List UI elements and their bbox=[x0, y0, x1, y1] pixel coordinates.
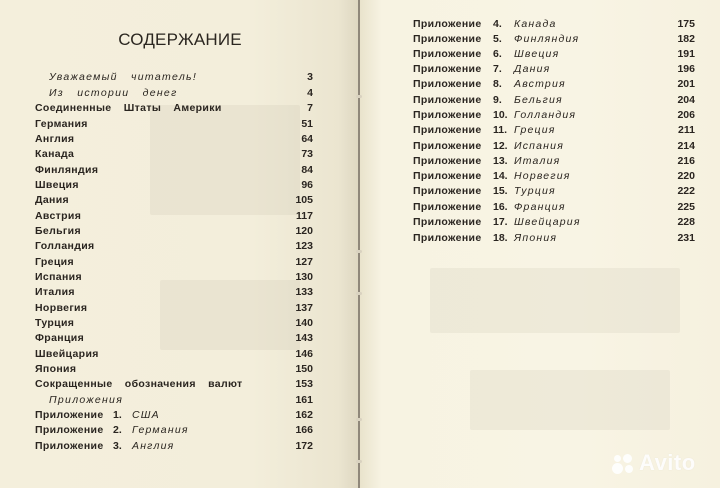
toc-entry bbox=[35, 224, 315, 239]
appendix-number: 10. bbox=[493, 109, 508, 121]
toc-entry-page: 231 bbox=[677, 232, 695, 244]
appendix-prefix: Приложение bbox=[413, 109, 482, 121]
toc-entry-label: Италия bbox=[35, 286, 75, 298]
appendix-name: США bbox=[132, 409, 160, 421]
appendix-name: Япония bbox=[514, 232, 558, 244]
toc-entry bbox=[35, 362, 315, 377]
toc-entry-page: 161 bbox=[295, 394, 313, 406]
toc-appendix-entry bbox=[413, 169, 697, 184]
toc-appendix-entry bbox=[413, 108, 697, 123]
toc-entry-label: Бельгия bbox=[35, 225, 81, 237]
appendix-number: 14. bbox=[493, 170, 508, 182]
appendix-number: 13. bbox=[493, 155, 508, 167]
toc-entry-page: 191 bbox=[677, 48, 695, 60]
toc-entry-page: 150 bbox=[295, 363, 313, 375]
toc-entry-page: 130 bbox=[295, 271, 313, 283]
toc-entry-page: 166 bbox=[295, 424, 313, 436]
toc-entry-page: 146 bbox=[295, 348, 313, 360]
toc-entry bbox=[35, 301, 315, 316]
appendix-number: 8. bbox=[493, 78, 502, 90]
toc-appendix-entry bbox=[413, 32, 697, 47]
toc-entry-page: 133 bbox=[295, 286, 313, 298]
toc-entry bbox=[35, 316, 315, 331]
toc-entry bbox=[35, 117, 315, 132]
toc-entry bbox=[35, 193, 315, 208]
toc-entry-label: Швеция bbox=[35, 179, 79, 191]
toc-appendix-entry bbox=[413, 93, 697, 108]
appendix-prefix: Приложение bbox=[413, 78, 482, 90]
appendix-name: Испания bbox=[514, 140, 565, 152]
toc-appendix-entry bbox=[35, 423, 315, 438]
appendix-prefix: Приложение bbox=[413, 170, 482, 182]
appendix-number: 15. bbox=[493, 185, 508, 197]
toc-entry-page: 211 bbox=[678, 124, 695, 136]
toc-entry-page: 162 bbox=[295, 409, 313, 421]
appendix-name: Франция bbox=[514, 201, 566, 213]
toc-entry bbox=[35, 163, 315, 178]
appendix-prefix: Приложение bbox=[413, 232, 482, 244]
toc-entry bbox=[35, 101, 315, 116]
appendix-name: Италия bbox=[514, 155, 561, 167]
toc-entry bbox=[35, 86, 315, 101]
toc-entry-page: 140 bbox=[295, 317, 313, 329]
toc-entry-page: 172 bbox=[295, 440, 313, 452]
bleed-through-text bbox=[470, 370, 670, 430]
toc-entry-label: Голландия bbox=[35, 240, 95, 252]
toc-entry bbox=[35, 270, 315, 285]
toc-entry-page: 96 bbox=[301, 179, 313, 191]
toc-appendix-entry bbox=[413, 184, 697, 199]
toc-appendix-entry bbox=[413, 200, 697, 215]
appendix-number: 5. bbox=[493, 33, 502, 45]
appendix-name: Австрия bbox=[514, 78, 566, 90]
appendix-number: 11. bbox=[493, 124, 508, 136]
avito-dots-icon bbox=[612, 452, 636, 474]
toc-entry-page: 228 bbox=[677, 216, 695, 228]
toc-entry-page: 7 bbox=[307, 102, 313, 114]
toc-entry bbox=[35, 132, 315, 147]
appendix-name: Дания bbox=[514, 63, 551, 75]
toc-entry-page: 216 bbox=[677, 155, 695, 167]
appendix-number: 16. bbox=[493, 201, 508, 213]
toc-entry bbox=[35, 178, 315, 193]
toc-entry-label: Норвегия bbox=[35, 302, 88, 314]
toc-entry-page: 206 bbox=[677, 109, 695, 121]
toc-entry-page: 220 bbox=[677, 170, 695, 182]
toc-entry-label: Греция bbox=[35, 256, 74, 268]
appendix-prefix: Приложение bbox=[413, 18, 482, 30]
toc-entry-page: 73 bbox=[301, 148, 313, 160]
toc-entry-label: Дания bbox=[35, 194, 69, 206]
toc-entry bbox=[35, 331, 315, 346]
appendix-prefix: Приложение bbox=[35, 409, 104, 421]
appendix-number: 7. bbox=[493, 63, 502, 75]
toc-entry-label: Финляндия bbox=[35, 164, 99, 176]
appendix-prefix: Приложение bbox=[413, 33, 482, 45]
appendix-prefix: Приложение bbox=[35, 440, 104, 452]
appendix-prefix: Приложение bbox=[413, 155, 482, 167]
toc-entry-page: 64 bbox=[301, 133, 313, 145]
appendix-prefix: Приложение bbox=[413, 216, 482, 228]
toc-entry-page: 204 bbox=[677, 94, 695, 106]
binding-stitch bbox=[356, 292, 362, 295]
toc-entry bbox=[35, 70, 315, 85]
toc-appendix-entry bbox=[413, 62, 697, 77]
toc-entry-page: 123 bbox=[295, 240, 313, 252]
avito-watermark bbox=[612, 448, 696, 478]
toc-appendix-entry bbox=[413, 47, 697, 62]
toc-entry bbox=[35, 377, 315, 392]
appendix-prefix: Приложение bbox=[413, 140, 482, 152]
toc-appendix-entry bbox=[35, 439, 315, 454]
appendix-name: Греция bbox=[514, 124, 556, 136]
toc-entry bbox=[35, 209, 315, 224]
appendix-number: 6. bbox=[493, 48, 502, 60]
appendix-name: Турция bbox=[514, 185, 556, 197]
toc-entry-label: Канада bbox=[35, 148, 75, 160]
book-spine bbox=[358, 0, 360, 488]
appendix-name: Бельгия bbox=[514, 94, 563, 106]
toc-entry-page: 51 bbox=[301, 118, 313, 130]
toc-entry bbox=[35, 347, 315, 362]
toc-appendix-entry bbox=[413, 231, 697, 246]
bleed-through-text bbox=[430, 268, 680, 333]
toc-appendix-entry bbox=[413, 123, 697, 138]
appendix-name: Германия bbox=[132, 424, 189, 436]
appendix-prefix: Приложение bbox=[413, 63, 482, 75]
toc-entry-page: 143 bbox=[295, 332, 313, 344]
toc-entry-page: 127 bbox=[295, 256, 313, 268]
appendix-number: 3. bbox=[113, 440, 122, 452]
toc-appendix-entry bbox=[413, 139, 697, 154]
toc-appendix-entry bbox=[413, 154, 697, 169]
toc-entry-label: Австрия bbox=[35, 210, 82, 222]
toc-entry-label: Приложения bbox=[49, 394, 124, 406]
appendix-name: Швеция bbox=[514, 48, 560, 60]
toc-entry-label: Из истории денег bbox=[49, 87, 178, 99]
toc-appendix-entry bbox=[413, 77, 697, 92]
toc-entry bbox=[35, 147, 315, 162]
toc-entry-page: 137 bbox=[295, 302, 313, 314]
appendix-name: Голландия bbox=[514, 109, 577, 121]
toc-entry-label: Швейцария bbox=[35, 348, 99, 360]
binding-stitch bbox=[356, 95, 362, 98]
toc-entry-label: Испания bbox=[35, 271, 82, 283]
toc-entry-page: 222 bbox=[677, 185, 695, 197]
toc-entry-page: 196 bbox=[677, 63, 695, 75]
toc-entry-label: Уважаемый читатель! bbox=[49, 71, 198, 83]
binding-stitch bbox=[356, 418, 362, 421]
toc-entry-page: 105 bbox=[295, 194, 313, 206]
appendix-name: Швейцария bbox=[514, 216, 581, 228]
toc-entry-page: 201 bbox=[677, 78, 695, 90]
toc-entry-page: 120 bbox=[295, 225, 313, 237]
toc-entry bbox=[35, 255, 315, 270]
appendix-number: 12. bbox=[493, 140, 508, 152]
binding-stitch bbox=[356, 250, 362, 253]
toc-entry-label: Германия bbox=[35, 118, 88, 130]
appendix-prefix: Приложение bbox=[413, 124, 482, 136]
toc-entry-page: 117 bbox=[296, 210, 313, 222]
appendix-name: Англия bbox=[132, 440, 175, 452]
toc-appendix-entry bbox=[35, 408, 315, 423]
toc-entry bbox=[35, 239, 315, 254]
toc-entry-label: Англия bbox=[35, 133, 75, 145]
appendix-name: Канада bbox=[514, 18, 557, 30]
toc-entry-page: 182 bbox=[677, 33, 695, 45]
toc-entry-page: 175 bbox=[677, 18, 695, 30]
toc-entry-label: Франция bbox=[35, 332, 85, 344]
toc-entry-label: Турция bbox=[35, 317, 75, 329]
toc-entry-page: 214 bbox=[677, 140, 695, 152]
binding-stitch bbox=[356, 460, 362, 463]
appendix-name: Норвегия bbox=[514, 170, 571, 182]
toc-entry bbox=[35, 285, 315, 300]
toc-entry-page: 4 bbox=[307, 87, 313, 99]
appendix-prefix: Приложение bbox=[413, 201, 482, 213]
toc-entry-page: 3 bbox=[307, 71, 313, 83]
appendix-name: Финляндия bbox=[514, 33, 580, 45]
appendix-number: 18. bbox=[493, 232, 508, 244]
toc-appendix-entry bbox=[413, 215, 697, 230]
appendix-prefix: Приложение bbox=[35, 424, 104, 436]
appendix-number: 1. bbox=[113, 409, 122, 421]
toc-entry-label: Япония bbox=[35, 363, 77, 375]
page-title: СОДЕРЖАНИЕ bbox=[118, 30, 242, 49]
toc-entry bbox=[35, 393, 315, 408]
appendix-number: 4. bbox=[493, 18, 502, 30]
appendix-number: 9. bbox=[493, 94, 502, 106]
appendix-prefix: Приложение bbox=[413, 185, 482, 197]
toc-entry-page: 225 bbox=[677, 201, 695, 213]
watermark-text: Avito bbox=[639, 450, 696, 475]
toc-entry-page: 153 bbox=[295, 378, 313, 390]
appendix-prefix: Приложение bbox=[413, 48, 482, 60]
appendix-number: 17. bbox=[493, 216, 508, 228]
toc-entry-page: 84 bbox=[301, 164, 313, 176]
toc-entry-label: Соединенные Штаты Америки bbox=[35, 102, 222, 114]
toc-appendix-entry bbox=[413, 17, 697, 32]
toc-entry-label: Сокращенные обозначения валют bbox=[35, 378, 243, 390]
appendix-number: 2. bbox=[113, 424, 122, 436]
appendix-prefix: Приложение bbox=[413, 94, 482, 106]
